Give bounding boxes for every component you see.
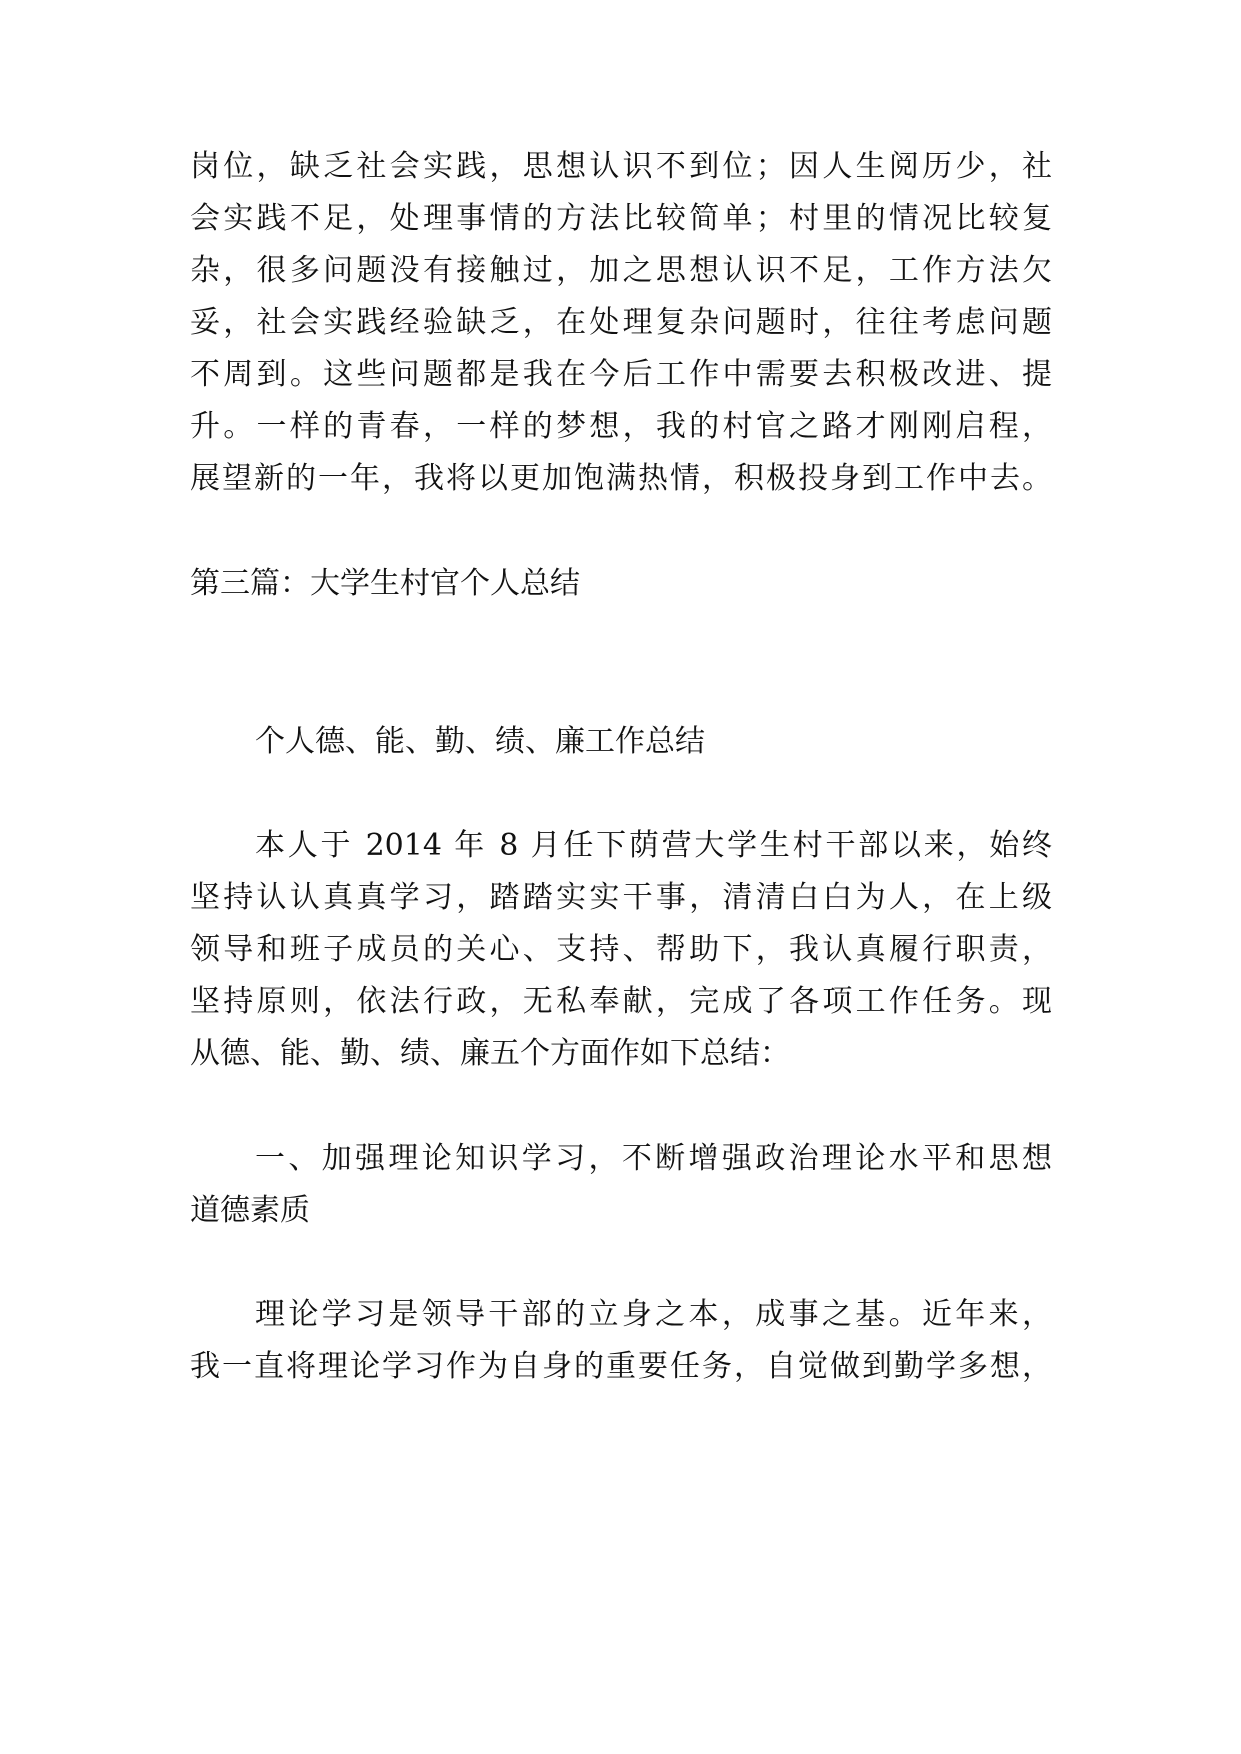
body-line: 坚持认认真真学习，踏踏实实干事，清清白白为人，在上级 [190,880,1052,915]
body-line: 我一直将理论学习作为自身的重要任务，自觉做到勤学多想， [190,1349,1052,1384]
section-heading: 第三篇：大学生村官个人总结 [190,566,580,601]
body-line: 会实践不足，处理事情的方法比较简单；村里的情况比较复 [190,201,1052,236]
body-line: 本人于 2014 年 8 月任下荫营大学生村干部以来，始终 [255,828,1052,863]
body-line: 领导和班子成员的关心、支持、帮助下，我认真履行职责， [190,932,1052,967]
body-line: 妥，社会实践经验缺乏，在处理复杂问题时，往往考虑问题 [190,305,1052,340]
body-line: 展望新的一年，我将以更加饱满热情，积极投身到工作中去。 [190,461,1052,496]
body-line: 杂，很多问题没有接触过，加之思想认识不足，工作方法欠 [190,253,1052,288]
subtitle: 个人德、能、勤、绩、廉工作总结 [255,724,705,759]
body-line: 不周到。这些问题都是我在今后工作中需要去积极改进、提 [190,357,1052,392]
body-line: 岗位，缺乏社会实践，思想认识不到位；因人生阅历少，社 [190,149,1052,184]
heading-1-line: 道德素质 [190,1193,310,1228]
body-line: 理论学习是领导干部的立身之本，成事之基。近年来， [255,1297,1052,1332]
body-line: 升。一样的青春，一样的梦想，我的村官之路才刚刚启程， [190,409,1052,444]
body-line: 坚持原则，依法行政，无私奉献，完成了各项工作任务。现 [190,984,1052,1019]
body-line: 从德、能、勤、绩、廉五个方面作如下总结： [190,1036,790,1071]
heading-1-line: 一、加强理论知识学习，不断增强政治理论水平和思想 [255,1141,1052,1176]
